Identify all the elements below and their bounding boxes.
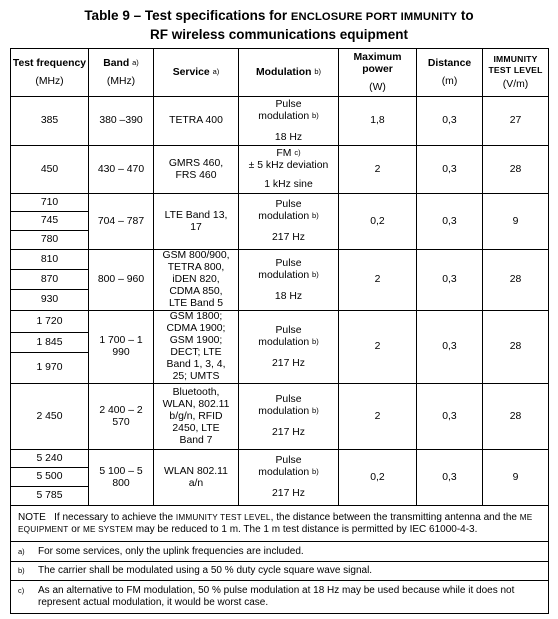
service-text: LTE Band 13, 17 [164,209,228,233]
distance-cell: 0,3 [417,146,483,194]
header-modulation-label: Modulation [256,66,312,78]
modulation-cell [239,311,339,384]
modulation-note: c) [294,148,301,157]
title-prefix: Table 9 – Test specifications for [84,8,291,23]
footnote-a [11,542,549,562]
note-text-4: may be reduced to 1 m. The 1 m test distance is permitted by IEC 61000-4-3. [132,523,478,535]
modulation-cell [239,146,339,194]
modulation-line2: modulation [258,406,310,417]
modulation-line1: Pulse [275,257,302,269]
modulation-line1: Pulse [275,98,302,110]
footnote-b [11,562,549,581]
frequency-cell: 810 [11,250,89,270]
frequency-cell: 5 500 [11,468,89,487]
modulation-line3: 18 Hz [274,131,303,143]
power-cell: 2 [339,146,417,194]
modulation-line1: Pulse [275,324,302,336]
header-immunity-line1: IMMUNITY [493,54,538,64]
distance-cell: 0,3 [417,250,483,311]
distance-cell: 0,3 [417,194,483,250]
level-cell: 28 [483,384,549,450]
modulation-cell [239,194,339,250]
modulation-note: b) [312,467,319,476]
modulation-line2: modulation [258,269,310,281]
modulation-line1: Pulse [275,455,302,466]
frequency-cell: 2 450 [11,384,89,450]
modulation-line3: 1 kHz sine [264,179,313,190]
band-cell: 380 –390 [89,97,154,146]
footnote-row [11,562,549,581]
service-cell [154,450,239,506]
note-text-3: or [68,523,83,535]
modulation-line2: modulation [258,467,310,478]
table-row [11,384,549,450]
footnote-mark: a) [18,546,25,556]
frequency-cell: 1 720 [11,311,89,333]
frequency-cell: 780 [11,231,89,250]
frequency-cell: 1 845 [11,333,89,353]
note-caps-3: ME SYSTEM [82,524,133,534]
modulation-line3: 217 Hz [272,232,305,243]
level-cell: 28 [483,311,549,384]
power-cell: 2 [339,311,417,384]
frequency-cell: 870 [11,270,89,290]
band-cell [89,311,154,384]
header-row [11,49,549,97]
note-caps-1: IMMUNITY TEST LEVEL [175,512,271,522]
band-cell [89,384,154,450]
note-label: NOTE [18,511,46,523]
table-row [11,194,549,212]
band-cell: 704 – 787 [89,194,154,250]
header-max-power-unit: (W) [369,81,386,93]
footnote-row [11,581,549,614]
level-cell: 28 [483,146,549,194]
table-row [11,250,549,270]
header-band-label: Band [103,57,130,69]
band-cell: 800 – 960 [89,250,154,311]
header-service-note: a) [212,66,220,76]
note-caps-2: ME EQUIPMENT [18,512,533,534]
service-cell [154,250,239,311]
service-text: GMRS 460, FRS 460 [168,157,224,181]
modulation-cell [239,384,339,450]
modulation-line3: 217 Hz [272,427,305,438]
modulation-note: b) [312,336,319,346]
frequency-cell: 5 785 [11,487,89,506]
note-text-1: If necessary to achieve the [54,511,176,523]
power-cell: 1,8 [339,97,417,146]
service-text: GSM 800/900, TETRA 800, iDEN 820, CDMA 850, LTE Band 5 [162,250,230,309]
distance-cell: 0,3 [417,311,483,384]
footnote-row [11,542,549,562]
note-row [11,506,549,542]
table-title [0,7,558,43]
modulation-line1: Pulse [275,394,302,405]
power-cell: 0,2 [339,450,417,506]
modulation-note: b) [312,269,319,279]
footnote-text: The carrier shall be modulated using a 50 % duty cycle square wave signal. [38,565,373,576]
table-row [11,97,549,146]
service-cell [154,146,239,194]
power-cell: 0,2 [339,194,417,250]
distance-cell: 0,3 [417,450,483,506]
modulation-line2: ± 5 kHz deviation [248,160,329,171]
modulation-line3: 18 Hz [274,290,303,302]
title-caps: ENCLOSURE PORT IMMUNITY [290,11,458,23]
service-cell: TETRA 400 [154,97,239,146]
modulation-line2: modulation [258,211,310,222]
service-cell [154,311,239,384]
header-band [89,49,154,97]
modulation-line1: Pulse [275,199,302,210]
header-distance [417,49,483,97]
band-text: 2 400 – 2 570 [99,404,143,428]
distance-cell: 0,3 [417,97,483,146]
power-cell: 2 [339,384,417,450]
service-text: Bluetooth, WLAN, 802.11 b/g/n, RFID 2450, LTE Band 7 [162,386,230,446]
header-immunity-line2: TEST LEVEL [488,65,543,75]
modulation-line2: modulation [258,336,310,348]
frequency-cell: 1 970 [11,353,89,384]
band-cell: 430 – 470 [89,146,154,194]
level-cell: 9 [483,194,549,250]
service-cell [154,384,239,450]
title-suffix: to [457,8,474,23]
level-cell: 27 [483,97,549,146]
table-row [11,311,549,333]
header-modulation-note: b) [314,66,321,76]
table-row [11,450,549,468]
header-test-frequency-unit: (MHz) [35,75,64,87]
frequency-cell: 385 [11,97,89,146]
distance-cell: 0,3 [417,384,483,450]
modulation-cell [239,450,339,506]
level-cell: 9 [483,450,549,506]
service-text: WLAN 802.11 a/n [164,465,228,489]
modulation-note: b) [312,406,319,415]
modulation-cell [239,97,339,146]
modulation-line2: modulation [258,110,310,122]
modulation-note: b) [312,211,319,220]
frequency-cell: 745 [11,212,89,231]
header-band-note: a) [132,57,139,67]
header-service-label: Service [172,66,210,78]
header-immunity-unit: (V/m) [502,79,529,90]
frequency-cell: 930 [11,290,89,311]
modulation-note: b) [312,110,319,120]
footnote-c [11,581,549,614]
title-line-2: RF wireless communications equipment [149,27,409,42]
header-test-frequency-label: Test frequency [12,57,87,69]
frequency-cell: 5 240 [11,450,89,468]
level-cell: 28 [483,250,549,311]
header-distance-label: Distance [427,57,472,69]
power-cell: 2 [339,250,417,311]
header-modulation [239,49,339,97]
footnote-mark: c) [18,586,25,595]
modulation-line3: 217 Hz [272,357,305,369]
title-line-1 [0,7,558,26]
frequency-cell: 710 [11,194,89,212]
header-distance-unit: (m) [441,75,458,87]
band-text: 5 100 – 5 800 [99,465,143,489]
header-immunity-test-level [483,49,549,97]
footnote-mark: b) [18,566,25,575]
modulation-line1: FM [276,148,292,159]
modulation-cell [239,250,339,311]
band-cell [89,450,154,506]
note-cell [11,506,549,542]
service-text: GSM 1800; CDMA 1900; GSM 1900; DECT; LTE Band 1, 3, 4, 25; UMTS [166,311,226,382]
footnote-text: As an alternative to FM modulation, 50 % pulse modulation at 18 Hz may be used because while it does not represent actual modulation, it would be worst case. [38,585,515,608]
band-text: 1 700 – 1 990 [99,335,143,358]
modulation-line3: 217 Hz [272,488,305,499]
header-test-frequency [11,49,89,97]
header-service [154,49,239,97]
header-max-power-label: Maximum power [353,51,402,75]
frequency-cell: 450 [11,146,89,194]
test-spec-table [10,48,549,614]
header-band-unit: (MHz) [106,75,136,87]
table-row [11,146,549,194]
footnote-text: For some services, only the uplink frequencies are included. [38,545,304,557]
header-max-power [339,49,417,97]
note-text-2: , the distance between the transmitting antenna and the [270,511,520,523]
service-cell [154,194,239,250]
